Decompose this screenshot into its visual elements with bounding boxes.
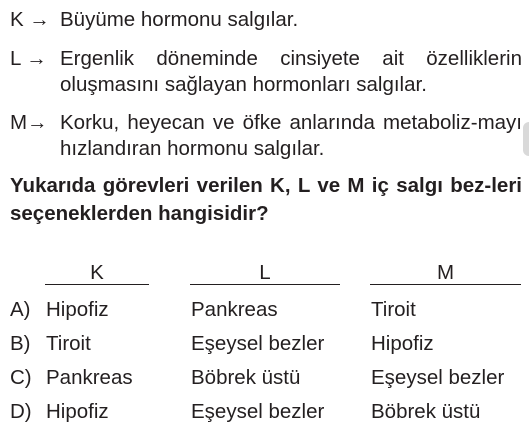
option-label: C) (10, 366, 32, 389)
option-cell-m: Böbrek üstü (371, 400, 481, 423)
option-a[interactable] (10, 295, 529, 325)
arrow-icon: → (27, 111, 48, 134)
option-cell-m: Eşeysel bezler (371, 366, 505, 389)
option-cell-m: Tiroit (371, 298, 416, 321)
option-c[interactable] (10, 363, 529, 393)
statement-l (10, 46, 522, 98)
option-cell-l: Böbrek üstü (191, 366, 301, 389)
statement-key (10, 110, 48, 136)
column-header-m: M (370, 262, 521, 285)
question-text: Yukarıda görevleri verilen K, L ve M iç salgı bez-leri seçeneklerden hangisidir? (10, 174, 522, 225)
arrow-icon: → (26, 47, 47, 70)
statement-letter: M (10, 111, 28, 134)
statement-m (10, 110, 522, 162)
statement-letter: K (10, 8, 24, 31)
statement-key (10, 46, 47, 72)
statement-key (10, 7, 50, 33)
option-label: D) (10, 400, 32, 423)
option-cell-l: Pankreas (191, 298, 278, 321)
page-edge-mark (523, 122, 529, 156)
statement-text: Ergenlik döneminde cinsiyete ait özelliklerin oluşmasını sağlayan hormonları salgılar. (60, 47, 522, 96)
arrow-icon: → (29, 8, 50, 31)
column-header-l: L (190, 262, 340, 285)
option-d[interactable] (10, 397, 529, 427)
option-cell-m: Hipofiz (371, 332, 434, 355)
statement-text: Büyüme hormonu salgılar. (60, 8, 299, 31)
option-cell-k: Hipofiz (46, 400, 109, 423)
option-cell-k: Tiroit (46, 332, 91, 355)
statement-letter: L (10, 47, 21, 70)
option-cell-k: Pankreas (46, 366, 133, 389)
column-header-k: K (45, 262, 149, 285)
option-cell-l: Eşeysel bezler (191, 400, 325, 423)
option-cell-l: Eşeysel bezler (191, 332, 325, 355)
option-label: A) (10, 298, 31, 321)
statement-k (10, 7, 522, 33)
statement-text: Korku, heyecan ve öfke anlarında metaboliz-mayı hızlandıran hormonu salgılar. (60, 111, 522, 160)
option-cell-k: Hipofiz (46, 298, 109, 321)
option-b[interactable] (10, 329, 529, 359)
option-label: B) (10, 332, 31, 355)
